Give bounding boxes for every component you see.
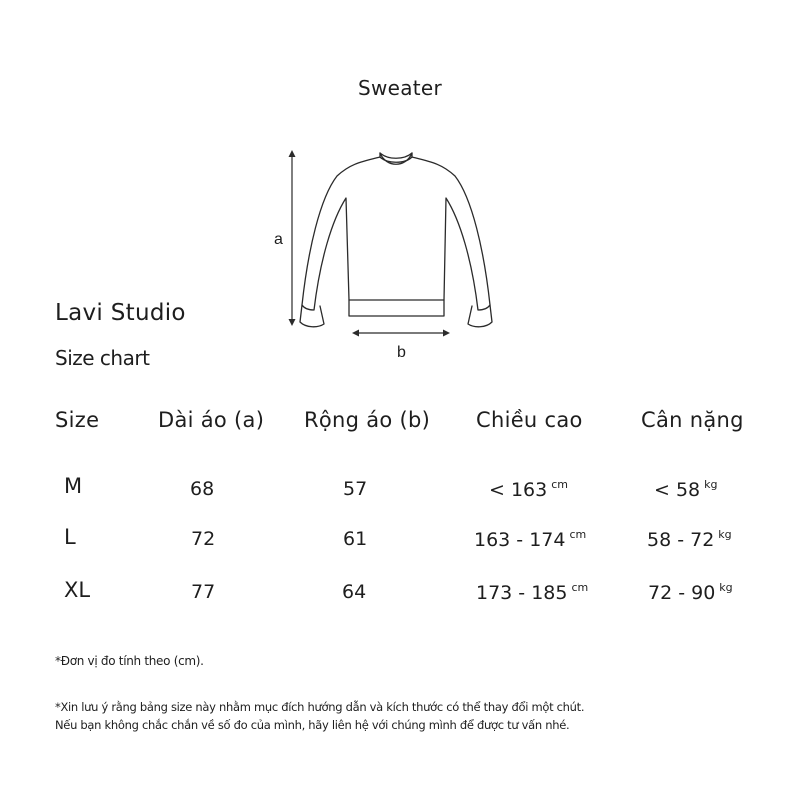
disclaimer-line-2: Nếu bạn không chắc chắn về số đo của mình, hãy liên hệ với chúng mình để được tư vấn nhé. xyxy=(55,718,570,732)
length-l: 72 xyxy=(191,528,216,550)
label-a: a xyxy=(274,231,283,248)
weight-m: < 58 $^{kg}$ xyxy=(654,478,718,501)
sweater-diagram xyxy=(262,140,542,370)
length-xl: 77 xyxy=(191,581,216,603)
hem-rib-icon xyxy=(349,300,444,316)
size-xl: XL xyxy=(64,578,91,602)
header-width: Rộng áo (b) xyxy=(304,408,431,432)
sweater-outline-icon xyxy=(302,157,490,310)
product-title: Sweater xyxy=(357,76,443,100)
header-size: Size xyxy=(55,408,100,432)
size-l: L xyxy=(64,525,76,549)
label-b: b xyxy=(397,344,406,361)
header-weight: Cân nặng xyxy=(641,408,744,432)
weight-xl: 72 - 90 $^{kg}$ xyxy=(648,581,733,604)
brand-name: Lavi Studio xyxy=(55,300,186,326)
width-arrow xyxy=(352,330,450,337)
height-l: 163 - 174 $^{cm}$ xyxy=(474,528,587,551)
size-chart-subtitle: Size chart xyxy=(55,346,150,370)
height-m: < 163 $^{cm}$ xyxy=(489,478,568,501)
right-cuff-icon xyxy=(468,305,492,327)
height-xl: 173 - 185 $^{cm}$ xyxy=(476,581,589,604)
length-arrow xyxy=(289,150,296,326)
weight-l: 58 - 72 $^{kg}$ xyxy=(647,528,732,551)
width-xl: 64 xyxy=(342,581,367,603)
disclaimer-line-1: *Xin lưu ý rằng bảng size này nhằm mục đích hướng dẫn và kích thước có thể thay đổi một chút. xyxy=(55,700,585,714)
width-l: 61 xyxy=(343,528,368,550)
left-cuff-icon xyxy=(300,305,324,327)
unit-note: *Đơn vị đo tính theo (cm). xyxy=(55,654,204,668)
header-length: Dài áo (a) xyxy=(158,408,265,432)
length-m: 68 xyxy=(190,478,215,500)
size-m: M xyxy=(64,474,83,498)
width-m: 57 xyxy=(343,478,368,500)
header-height: Chiều cao xyxy=(476,408,583,432)
